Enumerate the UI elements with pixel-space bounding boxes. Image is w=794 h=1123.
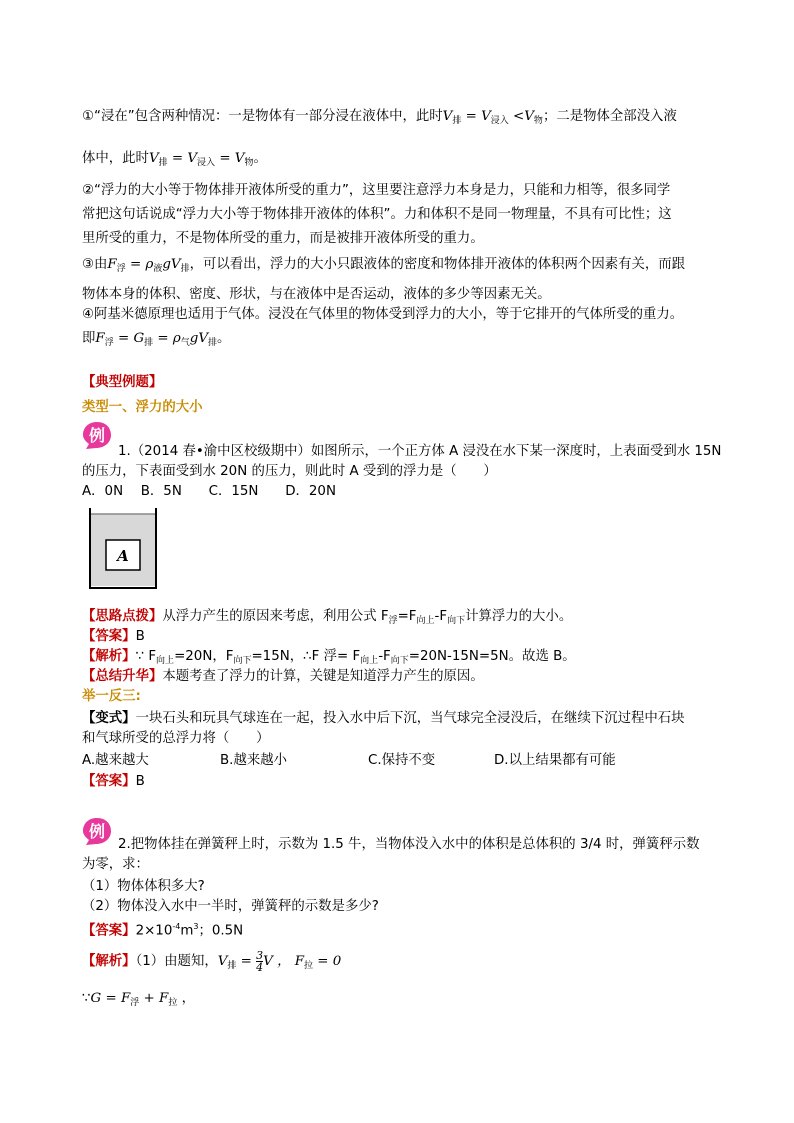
text: 。 xyxy=(253,151,267,166)
example-badge-icon xyxy=(82,816,112,846)
para-2-line-2: 常把这句话说成“浮力大小等于物体排开液体的体积”。力和体积不是同一物理量，不具有可比性；这 xyxy=(82,207,672,222)
ex2-line-1: 2.把物体挂在弹簧秤上时，示数为 1.5 牛，当物体没入水中的体积是总体积的 3/4 时，弹簧秤示数 xyxy=(118,837,700,852)
ex2-analysis-1: 【解析】（1）由题知，$V_排$ = $\frac{3}{4}$ V ， $F_拉 = 0$ xyxy=(82,949,342,974)
variant-option-a: A.越来越大 xyxy=(82,753,149,768)
variant-line-1: 【变式】一块石头和玩具气球连在一起，投入水中后下沉，当气球完全浸没后，在继续下沉过程中石块 xyxy=(82,711,685,726)
ex2-question-1: （1）物体体积多大? xyxy=(82,879,205,894)
section-type-1: 类型一、浮力的大小 xyxy=(82,400,203,415)
para-1-line-1 xyxy=(82,108,677,130)
ex1-analysis: 【解析】∵ $F_{向上}=20N$，$F_{向下}=15N$，∴F 浮= $F_{向上}-F_{向下}=20N-15N=5N$。故选 B。 xyxy=(82,649,576,666)
text: ；二是物体全部没入液 xyxy=(542,109,677,124)
variant-option-b: B.越来越小 xyxy=(220,753,288,768)
badge-label: 例 xyxy=(88,822,106,841)
section-typical-examples: 【典型例题】 xyxy=(82,375,163,390)
para-4-line-1: ④阿基米德原理也适用于气体。浸没在气体里的物体受到浮力的大小，等于它排开的气体所受的重力。 xyxy=(82,307,684,322)
badge-label: 例 xyxy=(88,426,106,445)
formula: $F_浮 = \rho_液gV_排$ xyxy=(107,257,190,274)
ex2-question-2: （2）物体没入水中一半时，弹簧秤的示数是多少? xyxy=(82,899,379,914)
para-1-line-2 xyxy=(82,150,267,172)
formula: $G = F_浮 + F_拉$ xyxy=(90,991,178,1008)
para-3-line-2: 物体本身的体积、密度、形状，与在液体中是否运动，液体的多少等因素无关。 xyxy=(82,287,551,302)
variant-option-d: D.以上结果都有可能 xyxy=(494,753,616,768)
text: 体中，此时 xyxy=(82,151,149,166)
para-2-line-1: ②“浮力的大小等于物体排开液体所受的重力”，这里要注意浮力本身是力，只能和力相等，很多同学 xyxy=(82,183,671,198)
cube-label: A xyxy=(117,547,129,565)
ex1-options: A．0N B．5N C．15N D．20N xyxy=(82,484,336,499)
para-3-line-1: ③由$F_浮 = \rho_液gV_排$，可以看出，浮力的大小只跟液体的密度和物体排开液体的体积两个因素有关，而跟 xyxy=(82,257,686,274)
fraction: $\frac{3}{4}$ xyxy=(256,949,264,974)
para-2-line-3: 里所受的重力，不是物体所受的重力，而是被排开液体所受的重力。 xyxy=(82,231,484,246)
cube-in-water-figure xyxy=(88,508,158,590)
formula: $V_排$ = $\frac{3}{4}$ V ， $F_拉 = 0$ xyxy=(217,949,342,974)
ex1-hint: 【思路点拨】从浮力产生的原因来考虑，利用公式 $F_浮=F_{向上}-F_{向下}$计算浮力的大小。 xyxy=(82,609,573,626)
text: ①“浸在”包含两种情况：一是物体有一部分浸在液体中，此时 xyxy=(82,109,443,124)
ex2-analysis-2: ∵G = $F_浮 + F_拉$ ， xyxy=(82,991,195,1008)
ex1-summary: 【总结升华】本题考查了浮力的计算，关键是知道浮力产生的原因。 xyxy=(82,669,484,684)
variant-answer: 【答案】B xyxy=(82,774,145,789)
ex1-line-1: 1.（2014 春•渝中区校级期中）如图所示，一个正方体 A 浸没在水下某一深度时，上表面受到水 15N xyxy=(118,444,722,459)
ex2-line-2: 为零，求： xyxy=(82,857,149,872)
para-4-line-2: 即$F_浮 = G_排 = \rho_气gV_排$。 xyxy=(82,331,231,348)
ex2-answer: 【答案】$2\times 10^{-4}m^3$；0.5N xyxy=(82,922,244,939)
example-badge-icon xyxy=(82,420,112,450)
variant-option-c: C.保持不变 xyxy=(368,753,436,768)
variant-line-2: 和气球所受的总浮力将（ ） xyxy=(82,731,270,746)
variant-heading: 举一反三: xyxy=(82,689,141,704)
formula: $V_排 = V_{浸入} = V_物$ xyxy=(148,151,254,168)
ex1-line-2: 的压力，下表面受到水 20N 的压力，则此时 A 受到的浮力是（ ） xyxy=(82,464,497,479)
ex1-answer: 【答案】B xyxy=(82,629,145,644)
formula: $F_浮 = G_排 = \rho_气gV_排$ xyxy=(95,331,218,348)
formula: $V_排 = V_{浸入} <V_物$ xyxy=(442,109,543,126)
